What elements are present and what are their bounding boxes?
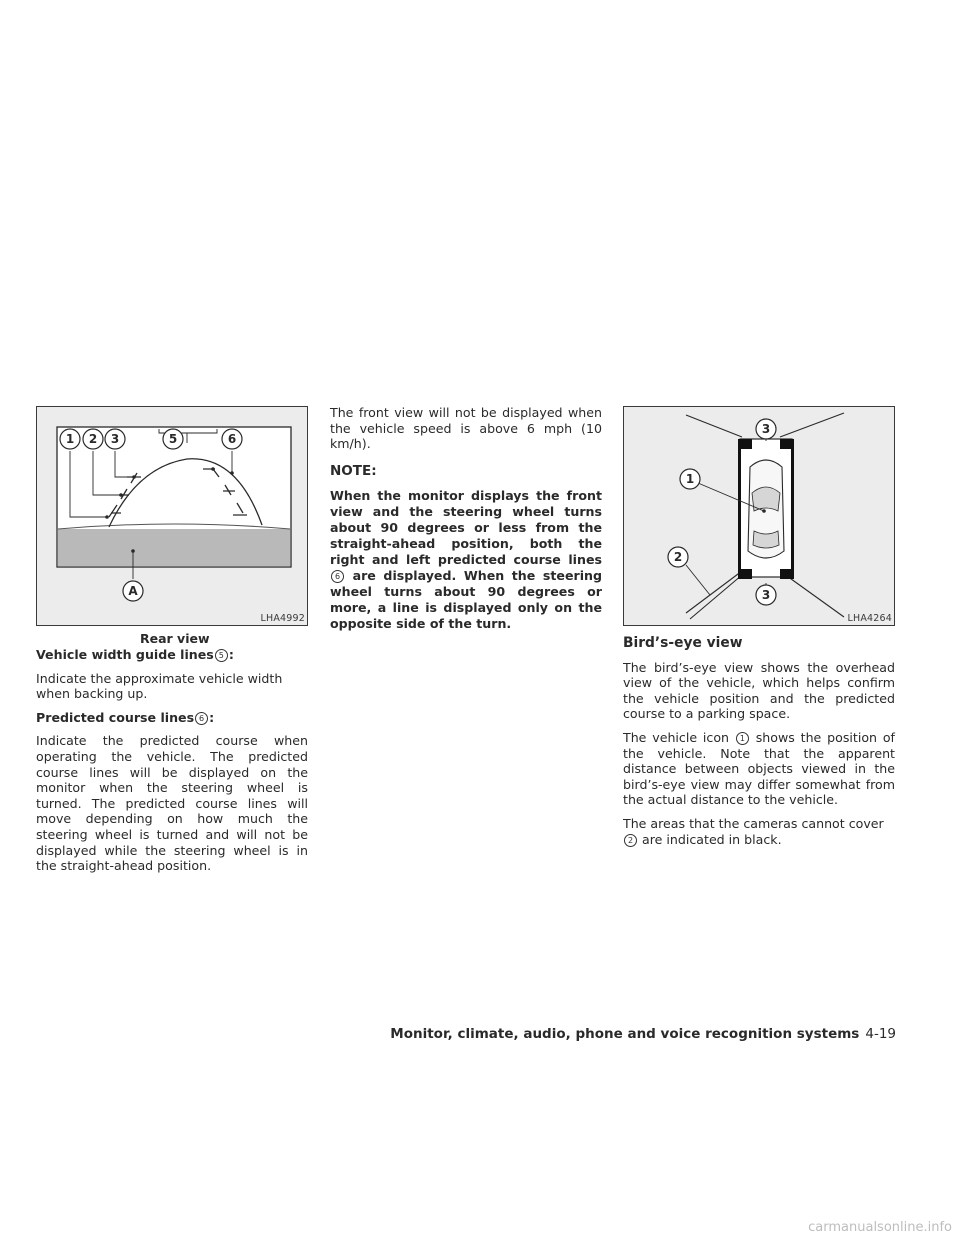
callout-3: 3 [110,432,120,446]
page-number: 4-19 [865,1026,896,1042]
callout-3-top: 3 [761,422,771,436]
callout-5: 5 [168,432,178,446]
course-lines-term: Predicted course lines 6 : [36,709,215,725]
rear-view-diagram [37,407,308,626]
birdseye-para-1: The bird’s-eye view shows the overhead view of the vehicle, which helps confirm the vehicle position and the predicted course to a parking space. [623,659,895,722]
watermark: carmanualsonline.info [808,1220,952,1235]
birdseye-figure [623,406,895,626]
ref-circle-icon: 2 [624,834,637,847]
middle-column [330,405,602,632]
course-lines-text: Indicate the predicted course when operating the vehicle. The predicted course lines will be displayed on the monitor when the steering wheel is turned. The predicted course lines will move depending on how much the steering wheel is turned and will not be displayed while the steering wheel is in the straight-ahead position. [36,733,308,874]
callout-1: 1 [685,472,695,486]
birdseye-diagram [624,407,895,626]
width-guide-term: Vehicle width guide lines 5 : [36,647,234,662]
left-column [36,647,308,882]
right-column [623,636,895,855]
ref-circle-icon: 1 [736,732,749,745]
callout-2: 2 [673,550,683,564]
rear-view-caption: Rear view [140,631,210,646]
birdseye-para-3: The areas that the cameras cannot cover 2 are indicated in black. [623,815,884,847]
callout-3-bottom: 3 [761,588,771,602]
birdseye-heading: Bird’s-eye view [623,635,743,651]
width-guide-text: Indicate the approximate vehicle width when backing up. [36,670,283,702]
note-heading: NOTE: [330,462,377,479]
ref-circle-icon: 5 [215,649,228,662]
figure-code: LHA4264 [847,613,892,624]
callout-a: A [128,584,138,598]
note-body: When the monitor displays the front view and the steering wheel turns about 90 degrees or less from the straight-ahead position, both the right and left predicted course lines 6 are displayed. When the steering wheel turns about 90 degrees or more, a line is displayed only on the opposite side of the turn. [330,488,602,632]
figure-code: LHA4992 [260,613,305,624]
page-footer [360,1026,896,1042]
birdseye-para-2: The vehicle icon 1 shows the position of the vehicle. Note that the apparent distance between objects viewed in the bird’s-eye view may differ somewhat from the actual distance to the vehicle. [623,729,895,808]
ref-circle-icon: 6 [331,570,344,583]
rear-view-figure [36,406,308,626]
section-title: Monitor, climate, audio, phone and voice recognition systems [390,1026,860,1042]
callout-6: 6 [227,432,237,446]
callout-1: 1 [65,432,75,446]
front-view-text: The front view will not be displayed when the vehicle speed is above 6 mph (10 km/h). [330,405,602,452]
callout-2: 2 [88,432,98,446]
ref-circle-icon: 6 [195,712,208,725]
